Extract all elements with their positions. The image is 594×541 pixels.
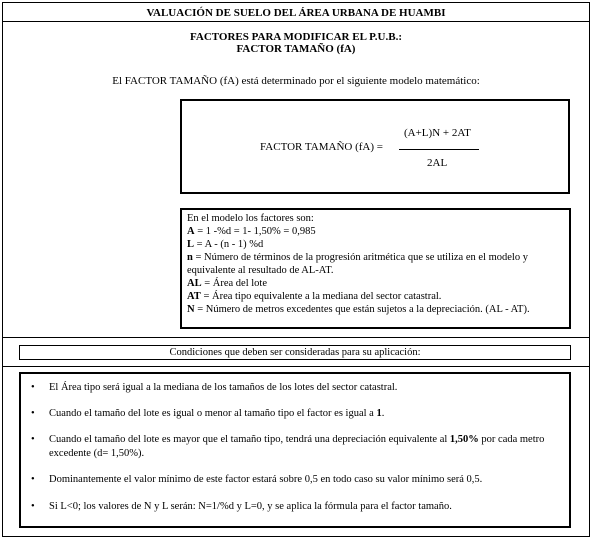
document-title: VALUACIÓN DE SUELO DEL ÁREA URBANA DE HUAMBI [146,7,446,19]
factor-key: AT [187,291,201,302]
condition-text-part: Si L<0; los valores de N y L serán: N=1/%d y L=0, y se aplica la fórmula para el factor tamaño. [49,501,452,512]
title-divider [3,21,589,22]
factor-item [187,277,564,290]
condition-text-part: Dominantemente el valor mínimo de este factor estará sobre 0,5 en todo caso su valor mínimo será 0,5. [49,474,483,485]
document-page [2,2,590,537]
bullet-icon: • [31,408,35,419]
condition-text [49,473,561,487]
list-item [31,381,561,395]
factor-key: A [187,226,195,237]
section-divider [3,366,589,367]
condition-text-part: por cada metro excedente (d= 1,50%). [49,434,545,459]
factor-item [187,251,564,277]
formula-box [180,99,570,194]
condition-text [49,407,561,421]
factor-key: AL [187,278,202,289]
factor-definition: = Área del lote [201,278,267,289]
condition-text-part: Cuando el tamaño del lote es igual o menor al tamaño tipo el factor es igual a [49,408,377,419]
condition-text-part: El Área tipo será igual a la mediana de los tamaños de los lotes del sector catastral. [49,382,398,393]
condition-text-part: Cuando el tamaño del lote es mayor que el tamaño tipo, tendrá una depreciación equivalente al [49,434,450,445]
formula-label: FACTOR TAMAÑO (fA) = [260,141,383,153]
factor-key: n [187,252,193,263]
factors-heading: En el modelo los factores son: [187,213,314,224]
factor-item [187,225,564,238]
condition-text [49,433,561,461]
factors-box [180,208,571,329]
condition-emphasis: 1 [376,408,382,419]
factor-definition: = Número de términos de la progresión aritmética que se utiliza en el modelo y equivalente al resultado de AL-AT. [187,252,528,276]
list-item [31,500,561,514]
bullet-icon: • [31,474,35,485]
intro-text: El FACTOR TAMAÑO (fA) está determinado por el siguiente modelo matemático: [112,75,480,87]
factor-definition: = 1 -%d = 1- 1,50% = 0,985 [194,226,316,237]
condition-text [49,381,561,395]
factor-key: N [187,304,195,315]
factor-item [187,290,564,303]
factor-key: L [187,239,195,250]
section-heading: FACTORES PARA MODIFICAR EL P.U.B.: [190,31,402,43]
conditions-heading: Condiciones que deben ser consideradas para su aplicación: [19,345,571,360]
factor-item [187,238,564,251]
factor-item [187,303,564,316]
bullet-icon: • [31,501,35,512]
condition-text [49,500,561,514]
conditions-list [19,372,571,528]
condition-text-part: . [381,408,385,419]
bullet-icon: • [31,434,35,445]
section-divider [3,337,589,338]
formula-denominator: 2AL [427,157,448,169]
factor-definition: = Número de metros excedentes que están sujetos a la depreciación. (AL - AT). [194,304,530,315]
list-item [31,407,561,421]
formula-numerator: (A+L)N + 2AT [404,127,471,139]
fraction-bar [399,149,479,150]
list-item [31,433,561,461]
factor-definition: = A - (n - 1) %d [194,239,264,250]
condition-emphasis: 1,50% [449,434,479,445]
section-subheading: FACTOR TAMAÑO (fA) [236,43,356,55]
bullet-icon: • [31,382,35,393]
factor-definition: = Área tipo equivalente a la mediana del sector catastral. [200,291,442,302]
list-item [31,473,561,487]
